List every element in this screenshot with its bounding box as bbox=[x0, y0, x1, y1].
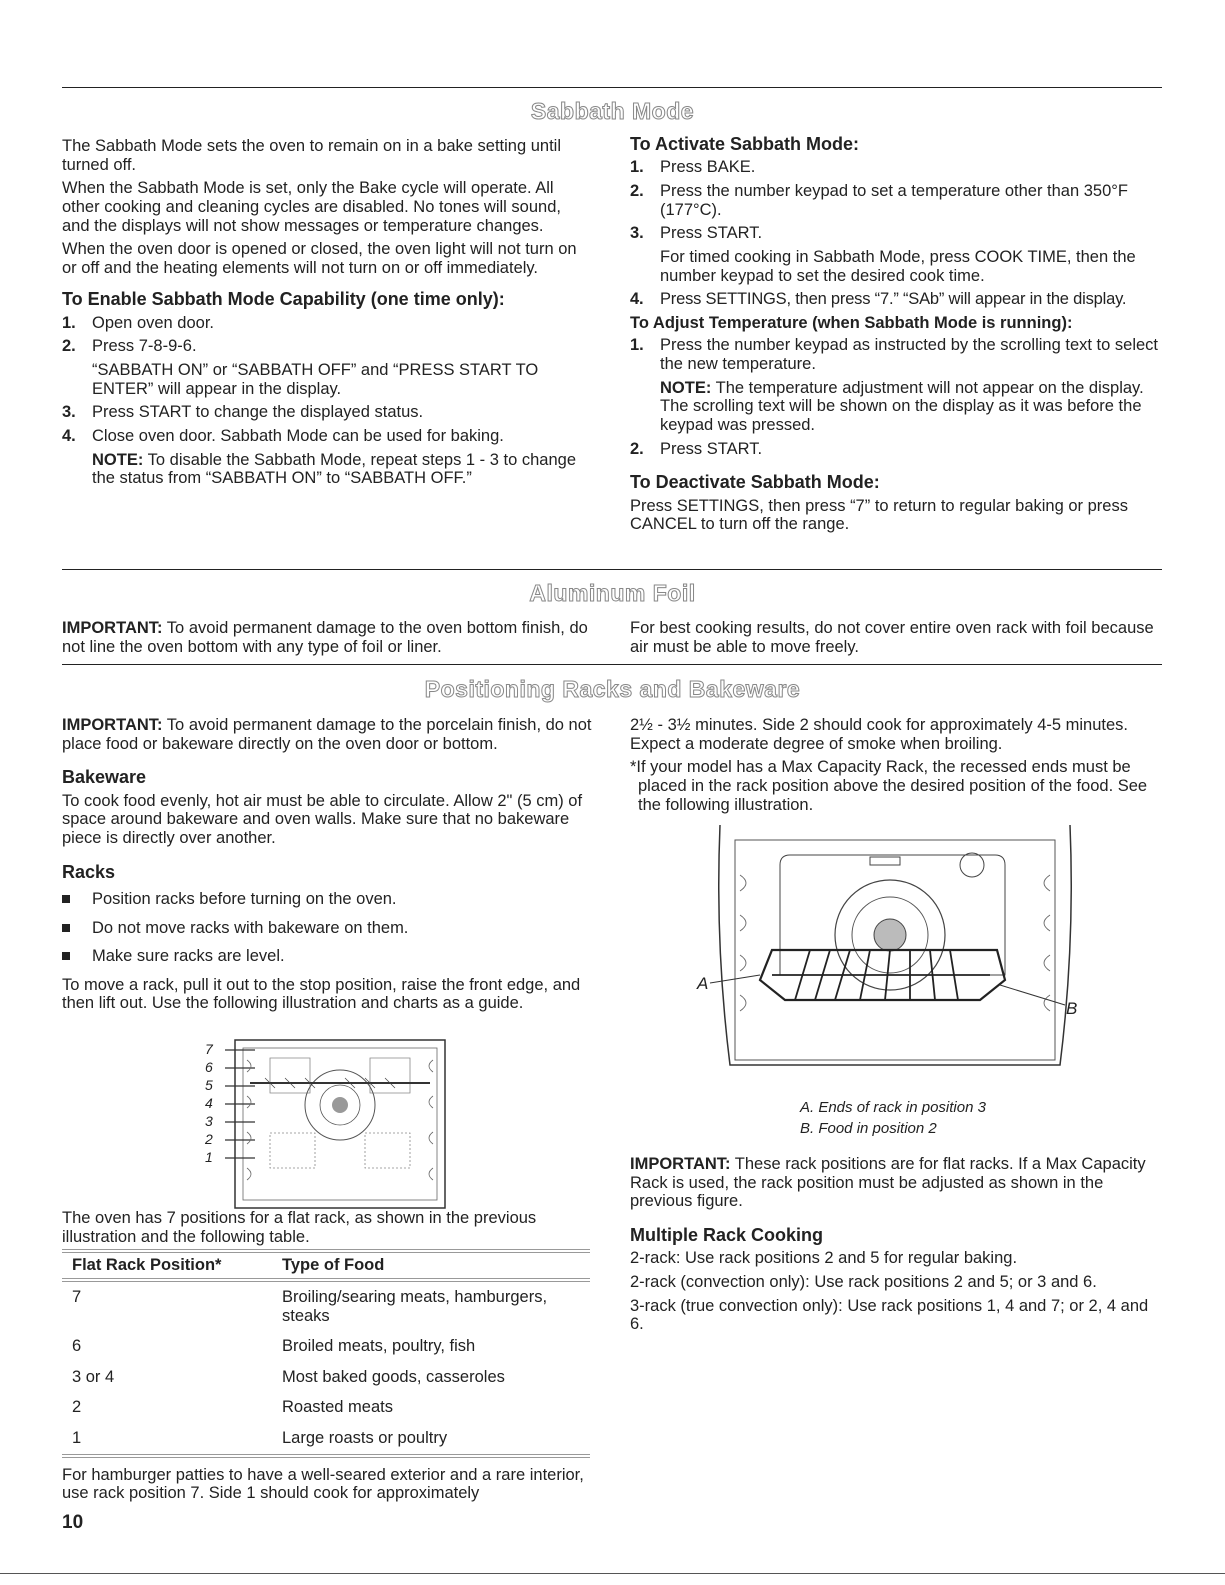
rack-label-7: 7 bbox=[205, 1041, 213, 1057]
enable-steps-cont bbox=[62, 403, 592, 445]
enable-step-4: 4. Close oven door. Sabbath Mode can be used for baking. bbox=[62, 427, 504, 446]
foil-tip: For best cooking results, do not cover entire oven rack with foil because air must be able to move freely. bbox=[630, 619, 1154, 656]
table-row bbox=[62, 1280, 590, 1331]
caption-a: A. Ends of rack in position 3 bbox=[800, 1099, 986, 1116]
table-cell: Large roasts or poultry bbox=[272, 1423, 590, 1456]
activate-step-2: 2. Press the number keypad to set a temperature other than 350°F (177°C). bbox=[630, 181, 1128, 219]
table-row bbox=[62, 1331, 590, 1362]
multi-line-3: 3-rack (true convection only): Use rack positions 1, 4 and 7; or 2, 4 and 6. bbox=[630, 1296, 1149, 1334]
adjust-step-1: 1. Press the number keypad as instructed by the scrolling text to select the new temperature. bbox=[630, 336, 1158, 374]
enable-heading: To Enable Sabbath Mode Capability (one time only): bbox=[62, 289, 505, 310]
deactivate-heading: To Deactivate Sabbath Mode: bbox=[630, 472, 880, 493]
illustration-caption bbox=[800, 1097, 1100, 1139]
rack-label-1: 1 bbox=[205, 1149, 213, 1165]
table-header-food: Type of Food bbox=[272, 1251, 590, 1280]
enable-step-2-note: “SABBATH ON” or “SABBATH OFF” and “PRESS START TO ENTER” will appear in the display. bbox=[92, 361, 539, 398]
table-cell: Most baked goods, casseroles bbox=[282, 1367, 505, 1386]
page-number: 10 bbox=[62, 1512, 84, 1533]
sabbath-door-note: When the oven door is opened or closed, the oven light will not turn on or off and the heating elements will not turn on or off immediately. bbox=[62, 240, 577, 277]
foil-right bbox=[630, 619, 1160, 656]
foil-important: IMPORTANT: To avoid permanent damage to the oven bottom finish, do not line the oven bottom with any type of foil or liner. bbox=[62, 619, 588, 656]
activate-steps bbox=[630, 158, 1165, 243]
activate-heading: To Activate Sabbath Mode: bbox=[630, 134, 860, 154]
flat-rack-important: IMPORTANT: These rack positions are for flat racks. If a Max Capacity Rack is used, the rack position must be adjusted as shown in the previous figure. bbox=[630, 1155, 1146, 1211]
rack-label-5: 5 bbox=[205, 1077, 213, 1093]
adjust-note: NOTE: The temperature adjustment will not appear on the display. The scrolling text will be shown on the display as it was before the keypad was pressed. bbox=[660, 378, 1144, 435]
max-capacity-text: *If your model has a Max Capacity Rack, the recessed ends must be placed in the rack position above the desired position of the food. See the following illustration. bbox=[630, 758, 1148, 814]
racks-rule bbox=[62, 664, 1162, 665]
activate-step-1: 1. Press BAKE. bbox=[630, 158, 756, 177]
rack-label-a: A bbox=[697, 974, 709, 993]
table-row bbox=[62, 1423, 590, 1456]
table-row bbox=[62, 1362, 590, 1393]
adjust-step-2: 2. Press START. bbox=[630, 439, 763, 458]
adjust-heading: To Adjust Temperature (when Sabbath Mode is running): bbox=[630, 313, 1073, 332]
rack-position-labels bbox=[205, 1040, 213, 1166]
multiple-rack-heading: Multiple Rack Cooking bbox=[630, 1224, 824, 1245]
multi-line-1: 2-rack: Use rack positions 2 and 5 for regular baking. bbox=[630, 1249, 1018, 1268]
sabbath-left-column bbox=[62, 137, 592, 493]
activate-step-4: 4. Press SETTINGS, then press “7.” “SAb” will appear in the display. bbox=[630, 290, 1127, 309]
racks-right-column bbox=[630, 716, 1160, 819]
sabbath-description: When the Sabbath Mode is set, only the Bake cycle will operate. All other cooking and cleaning cycles are disabled. No tones will sound, and the displays will not show messages or temperature changes. bbox=[62, 179, 561, 235]
caption-b: B. Food in position 2 bbox=[800, 1120, 937, 1137]
enable-steps bbox=[62, 314, 592, 356]
enable-step-2: 2. Press 7-8-9-6. bbox=[62, 337, 197, 356]
racks-left-column bbox=[62, 716, 602, 1018]
racks-bullet-2: Do not move racks with bakeware on them. bbox=[62, 919, 602, 938]
table-cell: Broiling/searing meats, hamburgers, steaks bbox=[282, 1287, 548, 1325]
move-rack-text: To move a rack, pull it out to the stop position, raise the front edge, and then lift out. Use the following illustration and charts as a guide. bbox=[62, 975, 581, 1013]
racks-bullet-3: Make sure racks are level. bbox=[62, 947, 602, 966]
racks-table-area bbox=[62, 1209, 602, 1508]
racks-important: IMPORTANT: To avoid permanent damage to the porcelain finish, do not place food or bakeware directly on the oven door or bottom. bbox=[62, 716, 592, 753]
table-cell: 1 bbox=[62, 1423, 272, 1456]
rack-label-4: 4 bbox=[205, 1095, 213, 1111]
section-title-sabbath: Sabbath Mode bbox=[530, 98, 695, 124]
table-cell: 6 bbox=[72, 1337, 82, 1356]
table-cell: 7 bbox=[72, 1287, 82, 1306]
racks-bullet-1: Position racks before turning on the oven. bbox=[62, 890, 602, 909]
racks-bullets bbox=[62, 890, 602, 966]
enable-step-3: 3. Press START to change the displayed status. bbox=[62, 403, 424, 422]
racks-heading: Racks bbox=[62, 861, 116, 882]
rack-label-6: 6 bbox=[205, 1059, 213, 1075]
rack-label-2: 2 bbox=[205, 1131, 213, 1147]
activate-step-3: 3. Press START. bbox=[630, 224, 763, 243]
multi-line-2: 2-rack (convection only): Use rack positions 2 and 5; or 3 and 6. bbox=[630, 1272, 1097, 1291]
table-row bbox=[62, 1392, 590, 1423]
table-cell: Broiled meats, poultry, fish bbox=[282, 1337, 476, 1356]
table-header-row bbox=[62, 1251, 590, 1280]
table-cell: Roasted meats bbox=[282, 1398, 393, 1417]
racks-right-lower bbox=[630, 1155, 1160, 1339]
table-cell: 2 bbox=[72, 1398, 82, 1417]
activate-step-3-note: For timed cooking in Sabbath Mode, press COOK TIME, then the number keypad to set the desired cook time. bbox=[660, 247, 1136, 285]
table-header-position: Flat Rack Position* bbox=[62, 1251, 272, 1280]
oven-rack-positions-illustration bbox=[195, 1038, 455, 1210]
activate-steps-cont bbox=[630, 290, 1165, 309]
deactivate-text: Press SETTINGS, then press “7” to return to regular baking or press CANCEL to turn off the range. bbox=[630, 496, 1128, 534]
enable-step-1: 1. Open oven door. bbox=[62, 313, 215, 332]
top-rule bbox=[62, 87, 1162, 88]
hamburger-continued: 2½ - 3½ minutes. Side 2 should cook for approximately 4-5 minutes. Expect a moderate degree of smoke when broiling. bbox=[630, 716, 1129, 753]
sabbath-intro: The Sabbath Mode sets the oven to remain on in a bake setting until turned off. bbox=[62, 137, 561, 174]
rack-label-b: B bbox=[1066, 999, 1078, 1018]
section-title-racks: Positioning Racks and Bakeware bbox=[424, 676, 801, 702]
foil-left bbox=[62, 619, 602, 656]
adjust-steps-cont bbox=[630, 440, 1165, 459]
hamburger-text: For hamburger patties to have a well-seared exterior and a rare interior, use rack position 7. Side 1 should cook for approximately bbox=[62, 1465, 584, 1503]
rack-position-table bbox=[62, 1249, 590, 1457]
bakeware-heading: Bakeware bbox=[62, 767, 147, 788]
foil-rule bbox=[62, 569, 1162, 570]
bottom-edge bbox=[0, 1573, 1225, 1574]
table-cell: 3 or 4 bbox=[72, 1367, 115, 1386]
sabbath-right-column bbox=[630, 134, 1165, 539]
positions-text: The oven has 7 positions for a flat rack, as shown in the previous illustration and the following table. bbox=[62, 1209, 537, 1246]
max-capacity-rack-illustration bbox=[700, 815, 1090, 1080]
adjust-steps bbox=[630, 336, 1165, 373]
section-title-foil: Aluminum Foil bbox=[529, 580, 696, 606]
bakeware-text: To cook food evenly, hot air must be able to circulate. Allow 2" (5 cm) of space around bakeware and oven walls. Make sure that no bakeware piece is directly over another. bbox=[62, 791, 583, 847]
enable-step-4-note: NOTE: To disable the Sabbath Mode, repeat steps 1 - 3 to change the status from “SABBATH ON” to “SABBATH OFF.” bbox=[92, 450, 577, 488]
rack-label-3: 3 bbox=[205, 1113, 213, 1129]
